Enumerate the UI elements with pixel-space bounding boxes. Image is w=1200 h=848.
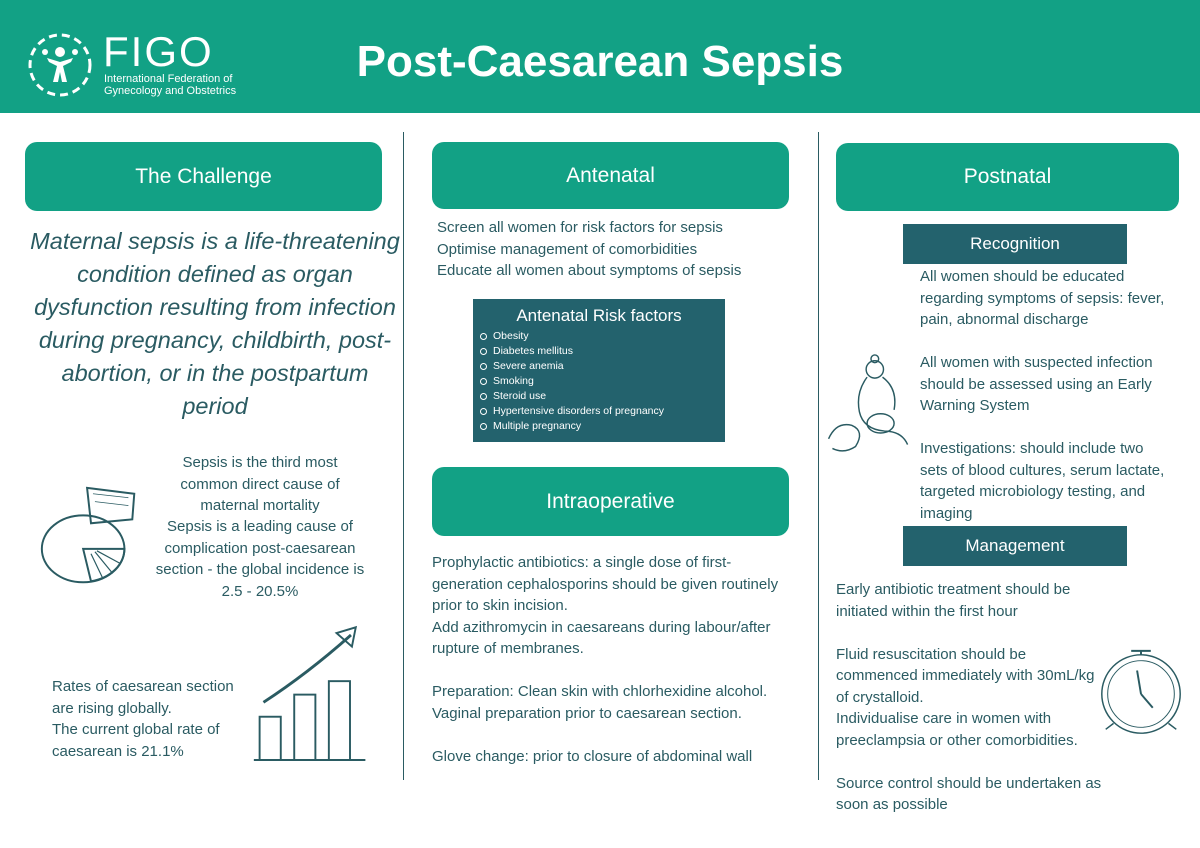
risk-factors-list <box>473 329 725 434</box>
stat-incidence: Sepsis is a leading cause of complication post-caesarean section - the global incidence is 2.5 - 20.5% <box>155 518 365 600</box>
pie-chart-icon <box>32 480 150 598</box>
antenatal-list <box>437 217 787 282</box>
logo-subtitle: International Federation of Gynecology and Obstetrics <box>104 73 237 97</box>
rates-line-2: The current global rate of caesarean is 21.1% <box>52 721 220 760</box>
risk-item: Diabetes mellitus <box>493 344 725 359</box>
challenge-heading: The Challenge <box>25 142 382 211</box>
recognition-investigations: Investigations: should include two sets of blood cultures, serum lactate, targeted microbiology testing, and imaging <box>920 440 1165 522</box>
risk-item: Steroid use <box>493 389 725 404</box>
management-individualise: Individualise care in women with preeclampsia or other comorbidities. <box>836 710 1078 749</box>
recognition-text <box>920 266 1172 524</box>
management-source-control: Source control should be undertaken as soon as possible <box>836 774 1102 813</box>
intraop-azithromycin: Add azithromycin in caesareans during labour/after rupture of membranes. <box>432 618 771 657</box>
intraoperative-text <box>432 552 782 767</box>
stat-third-cause: Sepsis is the third most common direct cause of maternal mortality <box>180 454 340 514</box>
clock-icon <box>1092 645 1190 743</box>
risk-item: Severe anemia <box>493 359 725 374</box>
logo-wordmark: FIGO <box>103 28 214 75</box>
header-banner <box>0 0 1200 113</box>
page-title: Post-Caesarean Sepsis <box>356 37 844 86</box>
column-divider-right <box>818 132 819 780</box>
risk-item: Obesity <box>493 329 725 344</box>
rising-bar-chart-icon <box>250 625 375 770</box>
management-text <box>836 579 1108 816</box>
antenatal-line-2: Optimise management of comorbidities <box>437 240 698 258</box>
column-divider-left <box>403 132 404 780</box>
intraop-preparation: Preparation: Clean skin with chlorhexidine alcohol. <box>432 683 768 700</box>
risk-item: Multiple pregnancy <box>493 419 725 434</box>
intraop-antibiotics: Prophylactic antibiotics: a single dose of first-generation cephalosporins should be given routinely prior to skin incision. <box>432 554 779 614</box>
intraop-vaginal-prep: Vaginal preparation prior to caesarean section. <box>432 704 742 722</box>
antenatal-risk-factors-box <box>473 299 725 442</box>
mother-and-baby-icon <box>826 354 914 460</box>
recognition-heading: Recognition <box>903 224 1127 264</box>
figo-logo-icon <box>27 32 93 98</box>
risk-factors-title: Antenatal Risk factors <box>516 306 682 325</box>
postnatal-heading: Postnatal <box>836 143 1179 211</box>
intraoperative-heading: Intraoperative <box>432 467 789 536</box>
antenatal-line-3: Educate all women about symptoms of sepsis <box>437 262 742 279</box>
risk-item: Hypertensive disorders of pregnancy <box>493 404 725 419</box>
management-heading: Management <box>903 526 1127 566</box>
antenatal-heading: Antenatal <box>432 142 789 209</box>
recognition-educate: All women should be educated regarding symptoms of sepsis: fever, pain, abnormal discharge <box>920 268 1165 328</box>
recognition-early-warning: All women with suspected infection should be assessed using an Early Warning System <box>920 354 1153 414</box>
challenge-lead: Maternal sepsis is a life-threatening condition defined as organ dysfunction resulting from infection during pregnancy, childbirth, post-abortion, or in the postpartum period <box>30 228 400 419</box>
rates-line-1: Rates of caesarean section are rising globally. <box>52 678 234 717</box>
management-antibiotics: Early antibiotic treatment should be initiated within the first hour <box>836 581 1071 620</box>
intraop-glove-change: Glove change: prior to closure of abdominal wall <box>432 747 753 765</box>
caesarean-rates <box>52 676 252 762</box>
risk-item: Smoking <box>493 374 725 389</box>
antenatal-line-1: Screen all women for risk factors for sepsis <box>437 219 723 236</box>
management-fluid: Fluid resuscitation should be commenced immediately with 30mL/kg of crystalloid. <box>836 645 1095 706</box>
